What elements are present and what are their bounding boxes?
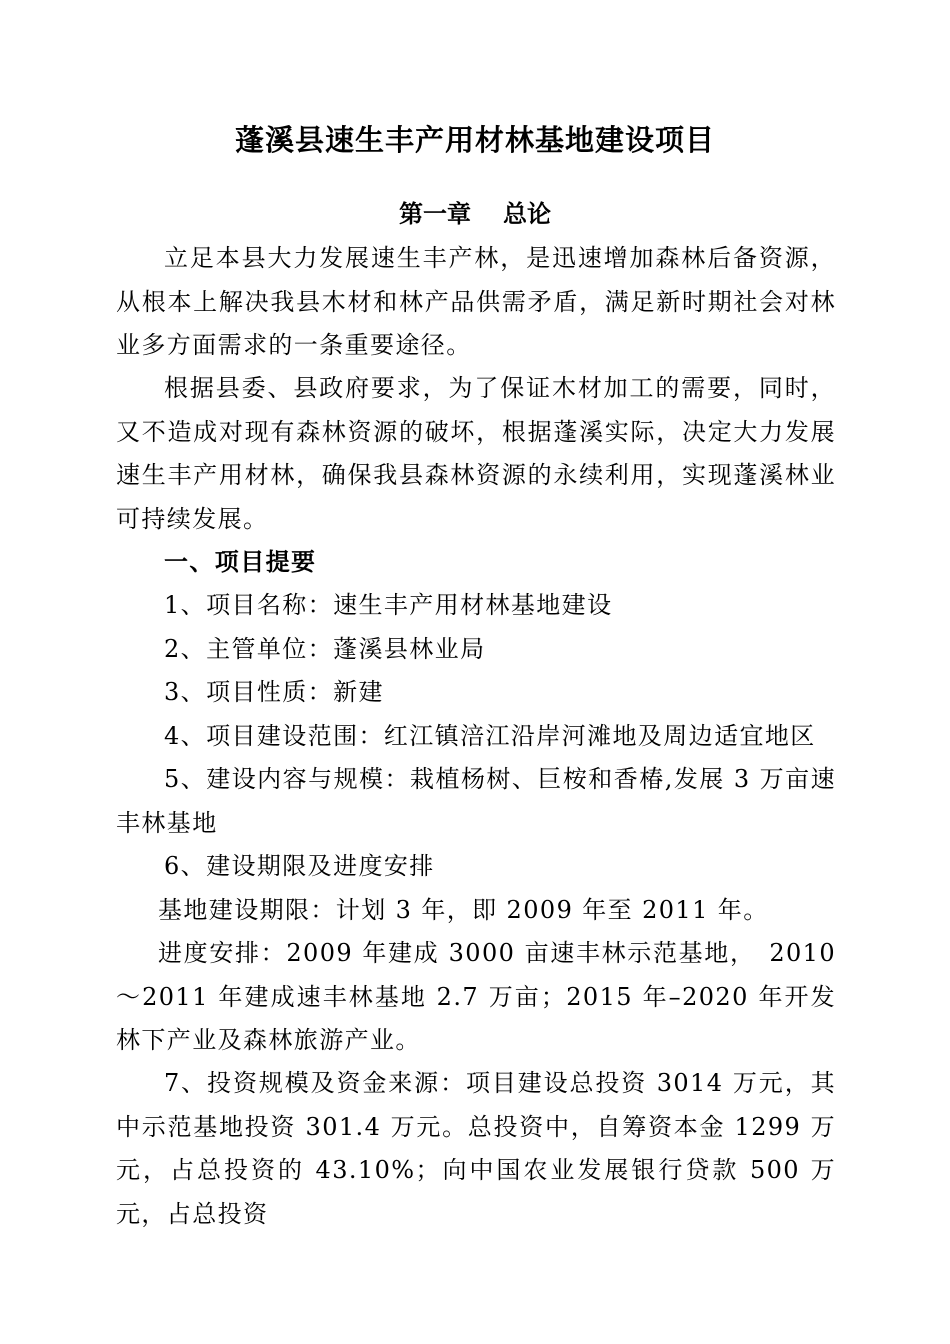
schedule-period: 基地建设期限：计划 3 年，即 2009 年至 2011 年。 bbox=[158, 896, 769, 924]
chapter-heading bbox=[0, 192, 950, 236]
chapter-label: 第一章 bbox=[399, 199, 471, 228]
paragraph-investment: 7、投资规模及资金来源：项目建设总投资 3014 万元，其中示范基地投资 301.4 万元。总投资中，自筹资本金 1299 万元，占总投资的 43.10%；向中国农业发展银行贷款 500 万元，占总投资 bbox=[116, 1069, 836, 1228]
section-heading: 一、项目提要 bbox=[164, 547, 317, 576]
paragraph-background: 根据县委、县政府要求，为了保证木材加工的需要，同时，又不造成对现有森林资源的破坏，根据蓬溪实际，决定大力发展速生丰产用材林，确保我县森林资源的永续利用，实现蓬溪林业可持续发展。 bbox=[116, 374, 836, 533]
list-item-project-name: 1、项目名称：速生丰产用材林基地建设 bbox=[164, 591, 613, 619]
document-title: 蓬溪县速生丰产用材林基地建设项目 bbox=[234, 123, 715, 157]
paragraph-intro: 立足本县大力发展速生丰产林，是迅速增加森林后备资源，从根本上解决我县木材和林产品供需矛盾，满足新时期社会对林业多方面需求的一条重要途径。 bbox=[116, 244, 836, 359]
list-item-nature: 3、项目性质：新建 bbox=[164, 678, 384, 706]
list-item-scope: 4、项目建设范围：红江镇涪江沿岸河滩地及周边适宜地区 bbox=[164, 722, 816, 750]
schedule-progress: 进度安排：2009 年建成 3000 亩速丰林示范基地， 2010～2011 年建成速丰林基地 2.7 万亩；2015 年–2020 年开发林下产业及森林旅游产业。 bbox=[116, 939, 836, 1054]
chapter-name: 总论 bbox=[503, 199, 551, 228]
list-item-department: 2、主管单位：蓬溪县林业局 bbox=[164, 635, 486, 663]
list-item-content-scale: 5、建设内容与规模：栽植杨树、巨桉和香椿,发展 3 万亩速丰林基地 bbox=[116, 765, 836, 837]
list-item-schedule: 6、建设期限及进度安排 bbox=[164, 852, 435, 880]
